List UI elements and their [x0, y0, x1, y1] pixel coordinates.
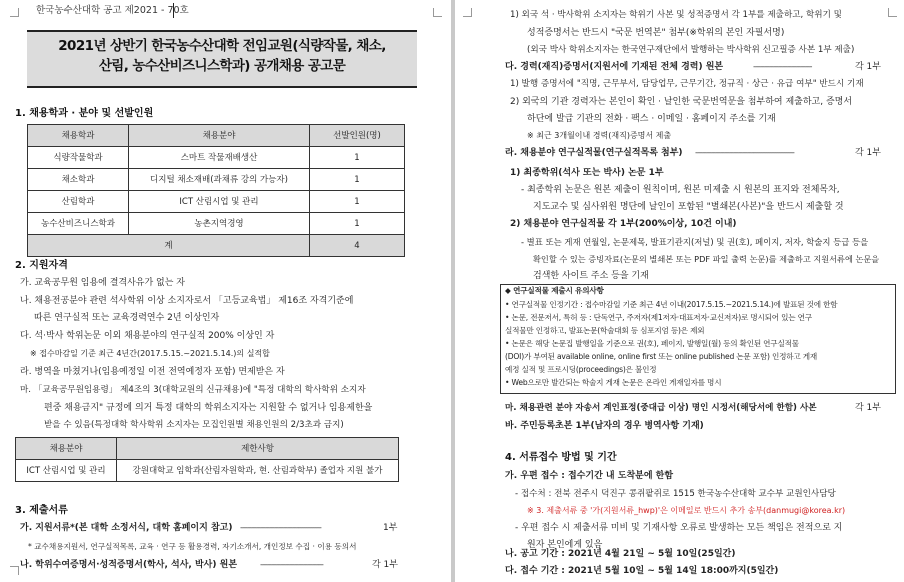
left-page — [0, 0, 451, 582]
cell-field: ICT 산림시업 및 관리 — [16, 460, 117, 482]
table-row — [28, 191, 405, 213]
submit-email-note: ※ 3. 제출서류 중 '가(지원서류_hwp)'은 이메일로 반드시 추가 송부(danmugi@korea.kr) — [527, 506, 846, 515]
corner-mark — [10, 8, 19, 17]
cell-field: ICT 산림시업 및 관리 — [129, 191, 310, 213]
title-line-1: 2021년 상반기 한국농수산대학 전임교원(식량작물, 채소, — [58, 38, 386, 54]
receipt-period: 다. 접수 기간 : 2021년 5월 10일 ~ 5월 14일 18:00까지(5일간) — [505, 566, 779, 576]
career-note-2b: 하단에 발급 기관의 전화 · 팩스 · 이메일 · 홈페이지 주소를 기재 — [527, 114, 776, 124]
section-1-heading: 1. 채용학과 · 분야 및 선발인원 — [15, 108, 154, 119]
docs-ba: 바. 주민등록초본 1부(남자의 경우 병역사항 기재) — [505, 421, 704, 431]
career-note-3: ※ 최근 3개월이내 경력(재직)증명서 제출 — [527, 131, 672, 140]
table-header-row — [28, 125, 405, 147]
qualification-da-note: ※ 접수마감일 기준 최근 4년간(2017.5.15.~2021.5.14.)의 실적합 — [30, 349, 270, 358]
submit-ga: 가. 우편 접수 : 접수기간 내 도착분에 한함 — [505, 471, 674, 481]
leader-dashes: ------------------------------------ — [240, 523, 321, 533]
notice-box-line: 실적물만 인정하고, 발표논문(학술대회 등 심포지엄 등)은 제외 — [505, 326, 705, 335]
docs-da: 다. 경력(재직)증명서(지원서에 기재된 전체 경력) 원본 — [505, 62, 724, 72]
leader-dashes: -------------------------------------------- — [695, 148, 794, 158]
submit-address: - 접수처 : 전북 전주시 덕진구 콩쥐팥쥐로 1515 한국농수산대학 교수부 교원인사담당 — [515, 489, 836, 499]
cell-count: 1 — [310, 147, 405, 169]
total-label: 계 — [28, 235, 310, 257]
notice-number: 한국농수산대학 공고 제2021 - 70호 — [36, 5, 189, 16]
research-2c: 검색한 사이트 주소 등을 기재 — [533, 271, 649, 281]
cell-field: 디지털 채소재배(과채류 강의 가능자) — [129, 169, 310, 191]
section-3-heading: 3. 제출서류 — [15, 505, 68, 516]
qualification-ra: 라. 병역을 마쳤거나(임용예정일 이전 전역예정자 포함) 면제받은 자 — [20, 367, 285, 377]
research-2: 2) 채용분야 연구실적물 각 1부(200%이상, 10건 이내) — [510, 219, 737, 229]
career-note-2a: 2) 외국의 기관 경력자는 본인이 확인 · 날인한 국문번역문을 첨부하여 제출하고, 증명서 — [510, 97, 853, 107]
cell-count: 1 — [310, 169, 405, 191]
table-total-row — [28, 235, 405, 257]
notice-box — [500, 284, 896, 394]
table-row — [16, 460, 399, 482]
docs-ra-count: 각 1부 — [855, 148, 881, 158]
leader-dashes: ---------------------------- — [260, 560, 323, 570]
notice-box-line: 예정 실적 및 프로시딩(proceedings)은 불인정 — [505, 365, 657, 374]
docs-ga: 가. 지원서류*(본 대학 소정서식, 대학 홈페이지 참고) — [20, 523, 233, 533]
docs-ma: 마. 채용관련 분야 자송서 계인표정(중대급 이상) 명인 시정서(해당서에 한함) 사본 — [505, 403, 817, 413]
qualification-na-1: 나. 채용전공분야 관련 석사학위 이상 소지자로서 「고등교육법」 제16조 자격기준에 — [20, 296, 354, 306]
section-2-heading: 2. 지원자격 — [15, 260, 68, 271]
cell-dept: 산림학과 — [28, 191, 129, 213]
notice-box-line: (DOI)가 부여된 available online, online first 또는 online published 논문 포함) 인정하고 게재 — [505, 352, 818, 361]
foreign-degree-1: 1) 외국 석 · 박사학위 소지자는 학위기 사본 및 성적증명서 각 1부를 제출하고, 학위기 및 — [510, 10, 842, 20]
corner-mark — [463, 8, 472, 17]
corner-mark — [10, 566, 19, 575]
docs-da-count: 각 1부 — [855, 62, 881, 72]
qualification-na-2: 따른 연구실적 또는 교육경력연수 2년 이상인자 — [34, 313, 220, 323]
header-dept: 채용학과 — [28, 125, 129, 147]
research-2a: - 별표 또는 게재 연월일, 논문제목, 발표기관지(저널) 및 권(호), 페이지, 저자, 학술지 등급 등을 — [521, 237, 869, 247]
docs-ga-note: * 교수채용지원서, 연구실적목록, 교육 · 연구 등 활용경력, 자기소개서, 개인정보 수집 · 이용 동의서 — [28, 542, 357, 551]
table-row — [28, 213, 405, 235]
announce-period: 나. 공고 기간 : 2021년 4월 21일 ~ 5월 10일(25일간) — [505, 549, 736, 559]
cell-dept: 식량작물학과 — [28, 147, 129, 169]
research-2b: 확인할 수 있는 증빙자료(논문의 별쇄본 또는 PDF 파일 출력 논문)를 제출하고 지원서류에 논문을 — [533, 254, 880, 264]
table-row — [28, 147, 405, 169]
foreign-degree-2: 성적증명서는 반드시 "국문 번역본" 첨부(※학위의 본인 자필서명) — [527, 28, 785, 38]
table-header-row — [16, 438, 399, 460]
docs-na-count: 각 1부 — [372, 560, 398, 570]
restriction-table — [15, 437, 399, 482]
header-field: 채용분야 — [16, 438, 117, 460]
cell-dept: 채소학과 — [28, 169, 129, 191]
right-page — [455, 0, 904, 582]
qualification-ga: 가. 교육공무원 임용에 결격사유가 없는 자 — [20, 278, 185, 288]
section-4-heading: 4. 서류접수 방법 및 기간 — [505, 452, 617, 463]
corner-mark — [888, 8, 897, 17]
total-value: 4 — [310, 235, 405, 257]
recruit-table — [27, 124, 405, 257]
cell-field: 농촌지역경영 — [129, 213, 310, 235]
career-note-1: 1) 발행 증명서에 "직명, 근무부서, 담당업무, 근무기간, 정규직 · 상근 · 유급 여부" 반드시 기재 — [510, 79, 864, 89]
foreign-degree-3: (외국 박사 학위소지자는 한국연구재단에서 발행하는 박사학위 신고필증 사본 1부 제출) — [527, 45, 855, 55]
research-1a: - 최종학위 논문은 원본 제출이 원칙이며, 원본 미제출 시 원본의 표지와 전체목차, — [521, 185, 840, 195]
docs-ma-count: 각 1부 — [855, 403, 881, 413]
notice-box-line: • 논문, 전문저서, 특허 등 : 단독연구, 주저자(제1저자·대표저자·교신저자)로 명시되어 있는 연구 — [505, 313, 812, 322]
cell-field: 스마트 작물재배생산 — [129, 147, 310, 169]
header-field: 채용분야 — [129, 125, 310, 147]
qualification-da: 다. 석·박사 학위논문 이외 채용분야의 연구실적 200% 이상인 자 — [20, 331, 275, 341]
notice-box-title: ◆ 연구실적물 제출시 유의사항 — [505, 286, 604, 295]
submit-responsibility-2: 원자 본인에게 있음 — [527, 540, 603, 550]
header-restriction: 제한사항 — [117, 438, 399, 460]
qualification-ma-3: 받을 수 있음(특정대학 학사학위 소지자는 모집인원별 채용인원의 2/3초과 금지) — [44, 420, 344, 430]
cell-count: 1 — [310, 191, 405, 213]
header-count: 선발인원(명) — [310, 125, 405, 147]
submit-responsibility-1: - 우편 접수 시 제출서류 미비 및 기재사항 오류로 발생하는 모든 책임은 전적으로 지 — [515, 523, 843, 533]
notice-box-line: • Web으로만 발간되는 학술지 게재 논문은 온라인 게재일자를 명시 — [505, 378, 722, 387]
title-line-2: 산림, 농수산비즈니스학과) 공개채용 공고문 — [98, 58, 346, 74]
cell-dept: 농수산비즈니스학과 — [28, 213, 129, 235]
qualification-ma-1: 마. 「교육공무원임용령」 제4조의 3(대학교원의 신규채용)에 "특정 대학의 학사학위 소지자 — [20, 385, 366, 395]
notice-box-line: • 연구실적물 인정기간 : 접수마감일 기준 최근 4년 이내(2017.5.15.~2021.5.14.)에 발표된 것에 한함 — [505, 300, 838, 309]
qualification-ma-2: 편중 채용금지" 규정에 의거 특정 대학의 학위소지자는 지원할 수 없거나 임용제한을 — [44, 403, 373, 413]
notice-box-line: • 논문은 해당 논문집 발행일을 기준으로 권(호), 페이지, 발행일(월) 등의 확인된 연구실적물 — [505, 339, 799, 348]
leader-dashes: -------------------------- — [753, 62, 812, 72]
table-row — [28, 169, 405, 191]
cell-restriction: 강원대학교 임학과(산림자원학과, 현. 산림과학부) 졸업자 지원 불가 — [117, 460, 399, 482]
corner-mark — [433, 8, 442, 17]
cell-count: 1 — [310, 213, 405, 235]
docs-na: 나. 학위수여증명서·성적증명서(학사, 석사, 박사) 원본 — [20, 560, 238, 570]
title-box — [27, 30, 417, 88]
docs-ra: 라. 채용분야 연구실적물(연구실적목록 첨부) — [505, 148, 683, 158]
research-1b: 지도교수 및 심사위원 명단에 날인이 포함된 "별쇄본(사본)"을 반드시 제출할 것 — [533, 202, 844, 212]
research-1: 1) 최종학위(석사 또는 박사) 논문 1부 — [510, 168, 664, 178]
docs-ga-count: 1부 — [383, 523, 398, 533]
